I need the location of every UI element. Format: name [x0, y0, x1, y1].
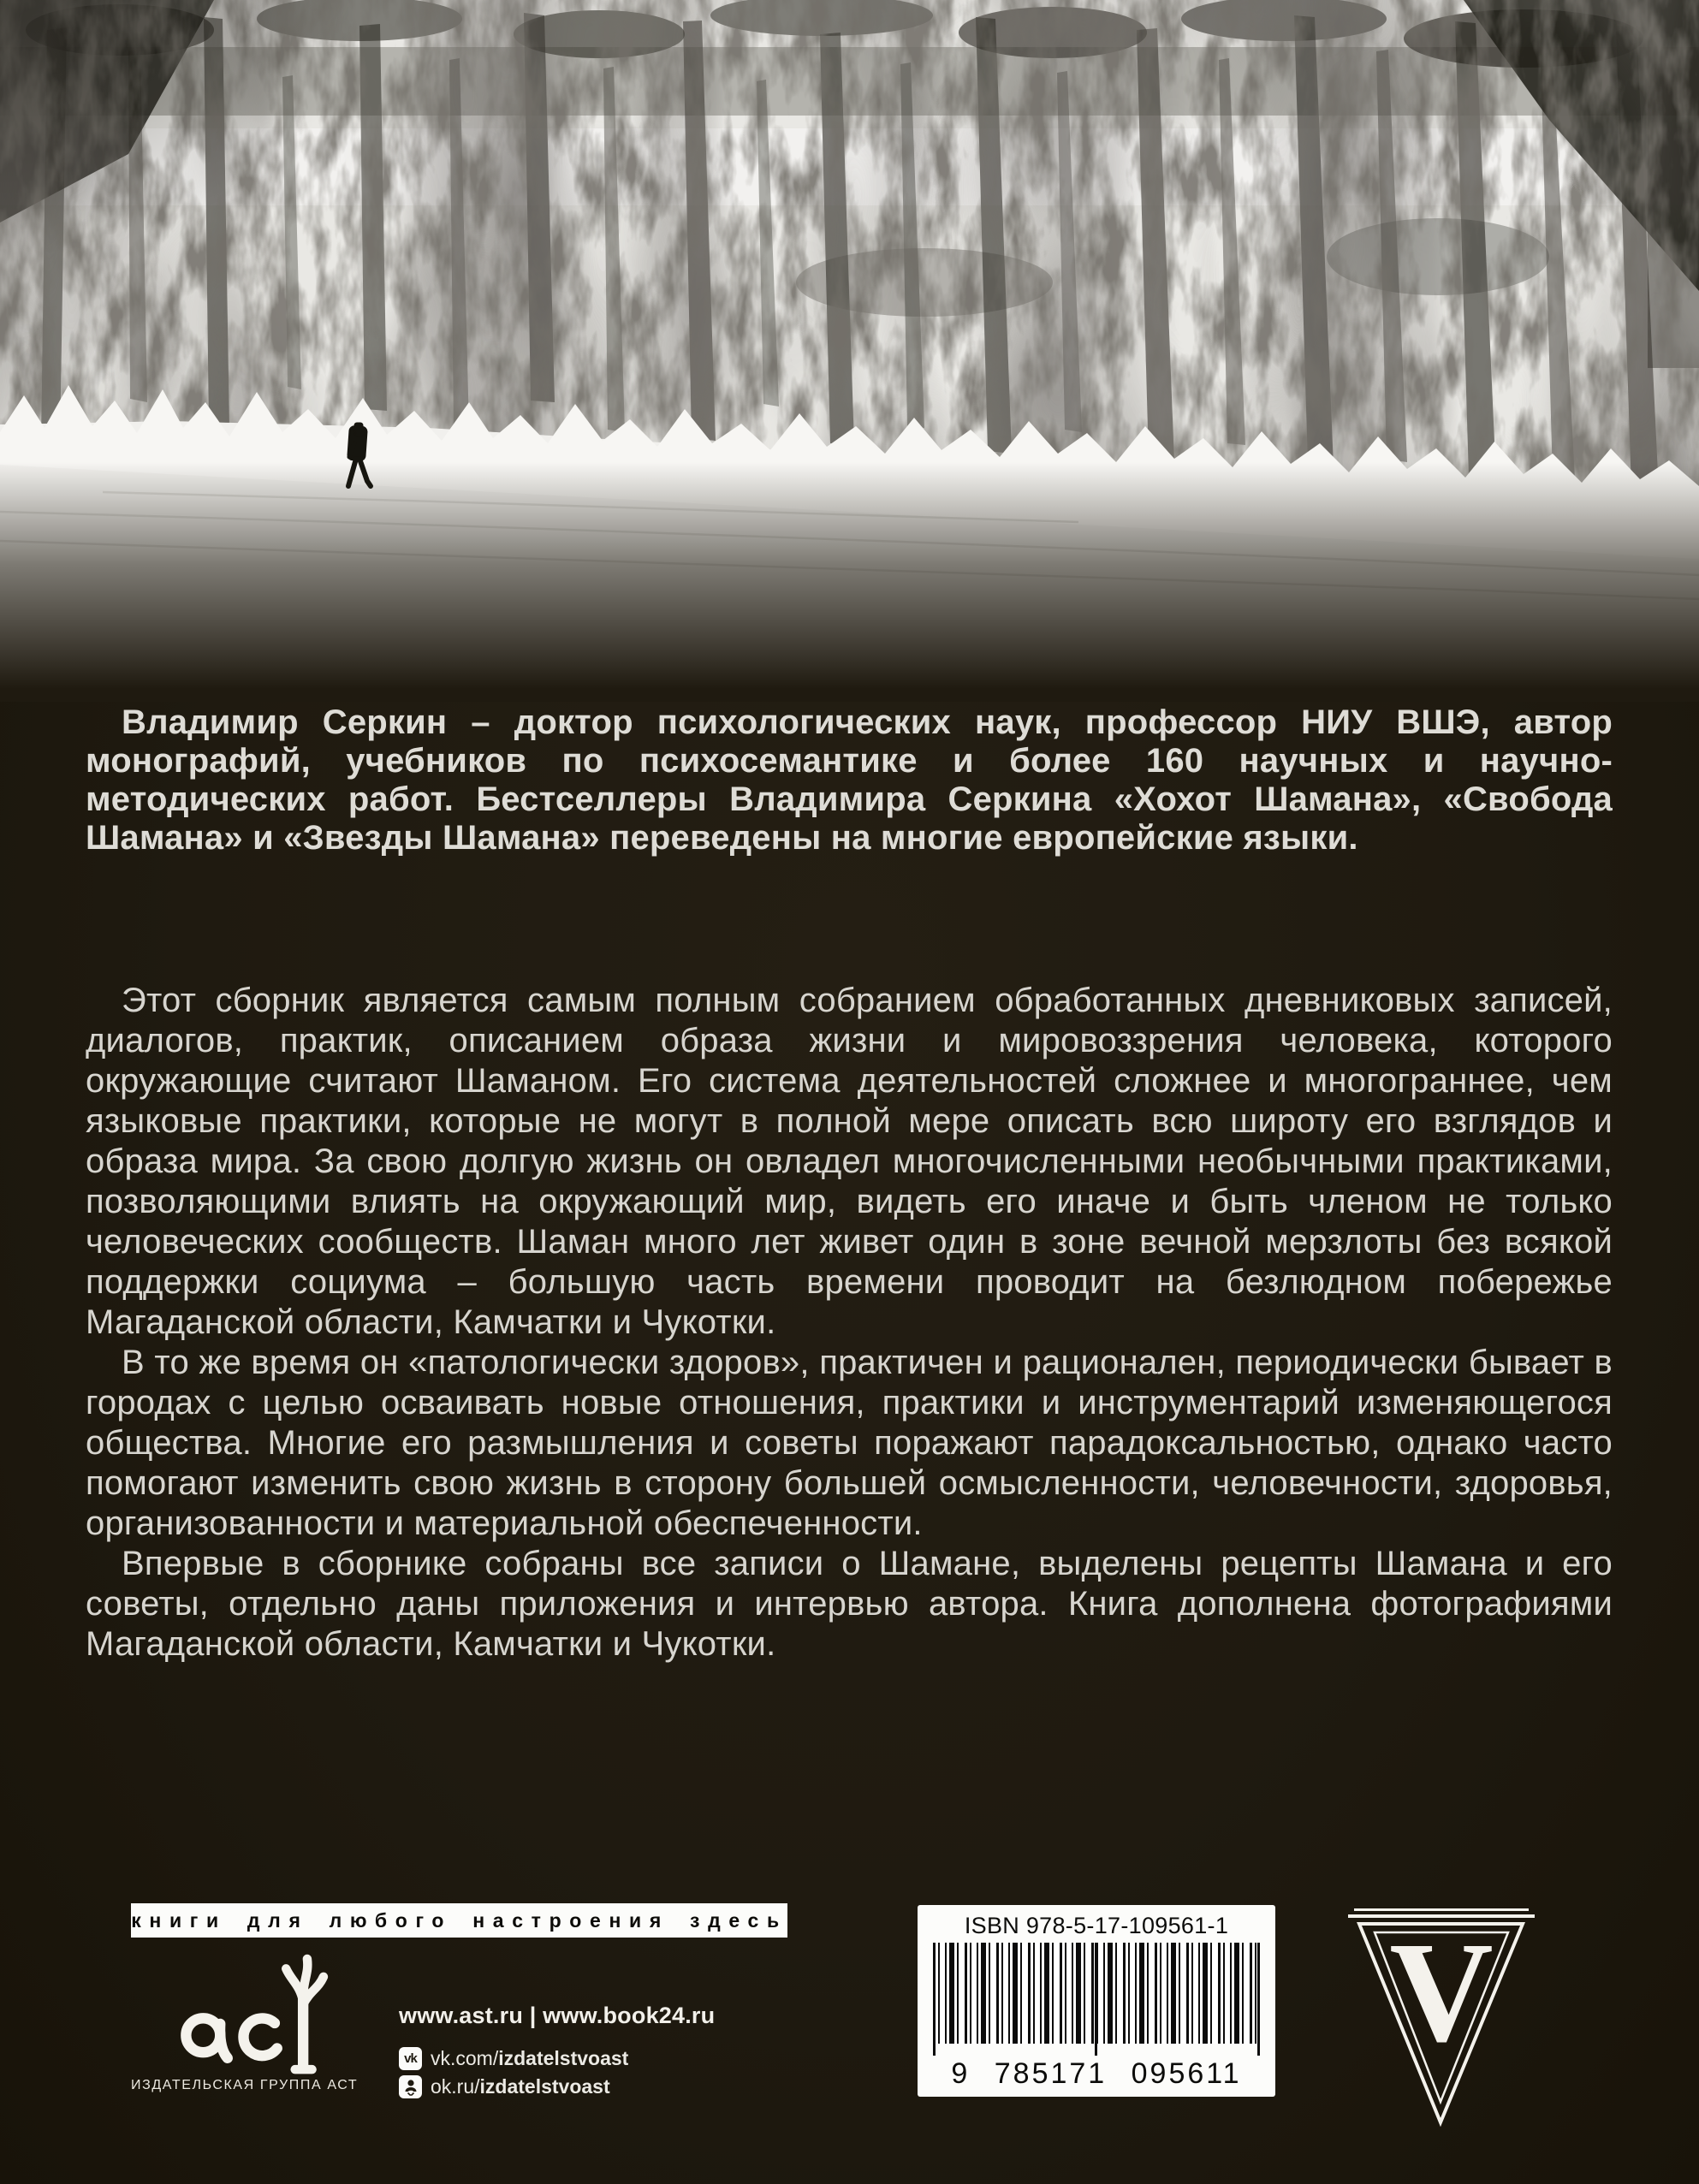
isbn-number: 9 785171 095611 [951, 2057, 1242, 2090]
publisher-websites: www.ast.ru | www.book24.ru [399, 2003, 716, 2028]
social-row-ok [399, 2075, 628, 2098]
vk-icon: vk [399, 2047, 422, 2070]
author-bio-paragraph: Владимир Серкин – доктор психологических наук, профессор НИУ ВШЭ, автор монографий, учебников по психосемантике и более 160 научных и научно-методических работ. Бестселлеры Владимира Серкина «Хохот Шамана», «Свобода Шамана» и «Звезды Шамана» переведены на многие европейские языки. [86, 703, 1613, 857]
social-links [399, 2047, 628, 2098]
social-url: ok.ru/izdatelstvoast [431, 2075, 610, 2098]
photo-fade [0, 445, 1699, 702]
barcode [933, 1943, 1260, 2044]
ast-tree-logo-icon [175, 1939, 338, 2074]
mood-slogan-bar: книги для любого настроения здесь [131, 1903, 787, 1938]
ok-icon [399, 2075, 422, 2098]
social-url: vk.com/izdatelstvoast [431, 2047, 629, 2069]
publisher-caption: ИЗДАТЕЛЬСКАЯ ГРУППА АСТ [131, 2078, 359, 2092]
annotation-paragraph: В то же время он «патологически здоров», практичен и рационален, периодически бывает в городах с целью осваивать новые отношения, практики и инструментарий изменяющегося общества. Многие его размышления и советы поражают парадоксальностью, однако часто помогают изменить свою жизнь в сторону большей осмысленности, человечности, здоровья, организованности и материальной обеспеченности. [86, 1344, 1613, 1542]
annotation-block [86, 981, 1613, 1665]
isbn-label: ISBN 978-5-17-109561-1 [964, 1913, 1229, 1938]
cover-photo-snowy-cliff [0, 0, 1699, 702]
annotation-paragraph: Этот сборник является самым полным собранием обработанных дневниковых записей, диалогов, практик, описанием образа жизни и мировоззрения человека, которого окружающие считают Шаманом. Его система деятельностей сложнее и многограннее, чем языковые практики, которые не могут в полной мере описать всю широту его взглядов и образа мира. За свою долгую жизнь он овладел многочисленными необычными практиками, позволяющими влиять на окружающий мир, видеть его иначе и быть членом не только человеческих сообществ. Шаман много лет живет один в зоне вечной мерзлоты без всякой поддержки социума – большую часть времени проводит на безлюдном побережье Магаданской области, Камчатки и Чукотки. [86, 982, 1613, 1341]
annotation-paragraph: Впервые в сборнике собраны все записи о Шамане, выделены рецепты Шамана и его советы, отдельно даны приложения и интервью автора. Книга дополнена фотографиями Магаданской области, Камчатки и Чукотки. [86, 1545, 1613, 1663]
v-letter: V [1389, 1913, 1494, 2072]
isbn-barcode-box [918, 1905, 1275, 2097]
social-row-vk [399, 2047, 628, 2070]
v-imprint-logo [1342, 1905, 1539, 2128]
